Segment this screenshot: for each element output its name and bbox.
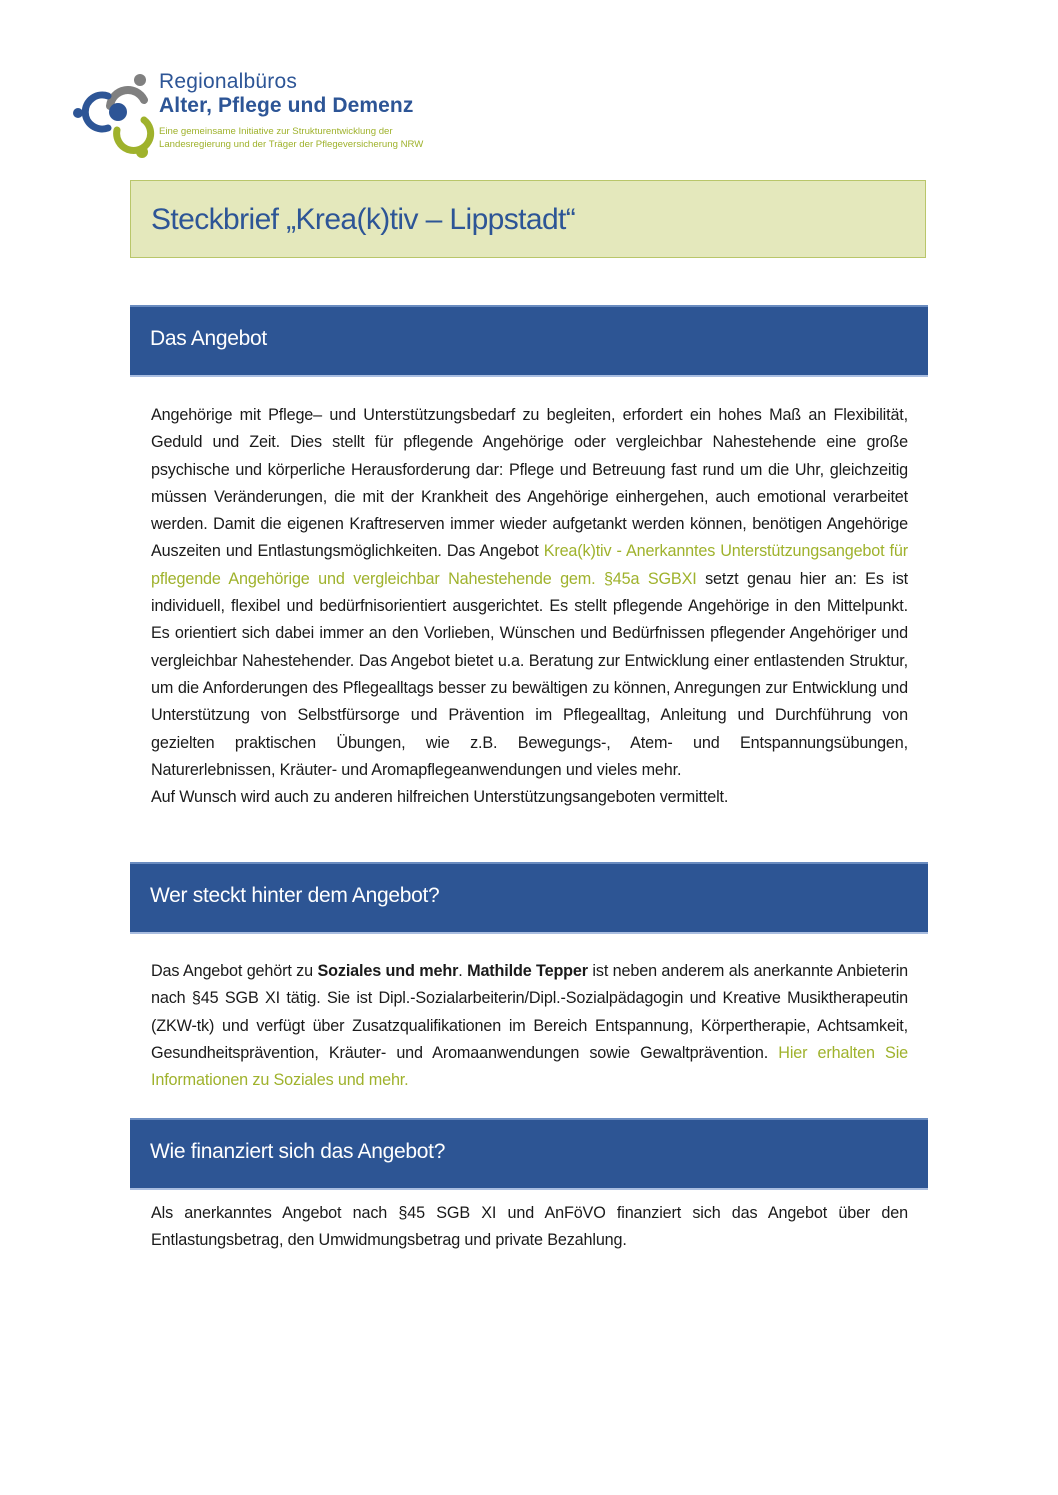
body-text: Das Angebot gehört zu xyxy=(151,962,318,980)
logo-title: Regionalbüros xyxy=(159,70,298,93)
page-title: Steckbrief „Krea(k)tiv – Lippstadt“ xyxy=(151,203,576,236)
section-body-finanzierung xyxy=(151,1200,908,1255)
section-heading: Wer steckt hinter dem Angebot? xyxy=(150,884,440,907)
section-header-angebot xyxy=(130,305,928,377)
section-header-finanzierung xyxy=(130,1118,928,1190)
section-header-wer xyxy=(130,862,928,934)
section-heading: Wie finanziert sich das Angebot? xyxy=(150,1140,446,1163)
offer-link[interactable]: Krea(k)tiv - Anerkanntes Unterstützungsangebot für pflegende Angehörige und vergleichbar Nahestehende gem. §45a SGBXI xyxy=(151,542,909,588)
logo-tagline-2: Landesregierung und der Träger der Pflegeversicherung NRW xyxy=(159,139,424,150)
logo-subtitle: Alter, Pflege und Demenz xyxy=(159,94,414,117)
section-heading: Das Angebot xyxy=(150,327,267,350)
logo-icon xyxy=(72,70,158,160)
logo xyxy=(72,70,472,160)
person-name: Mathilde Tepper xyxy=(467,962,588,980)
body-text: Angehörige mit Pflege– und Unterstützungsbedarf zu begleiten, erfordert ein hohes Maß an Flexibilität, Geduld und Zeit. Dies stellt für pflegende Angehörige oder vergleichbar Nahestehende eine große psychische und körperliche Herausforderung dar: Pflege und Betreuung fast rund um die Uhr, gleichzeitig müssen Veränderungen, die mit der Krankheit des Angehörige einhergehen, auch emotional verarbeitet werden. Damit die eigenen Kraftreserven immer wieder aufgetankt werden können, benötigen Angehörige Auszeiten und Entlastungsmöglichkeiten. Das Angebot xyxy=(151,406,908,561)
section-body-wer xyxy=(151,958,908,1094)
info-link[interactable]: Hier erhalten Sie Informationen zu Soziales und mehr. xyxy=(151,1043,908,1090)
title-box xyxy=(130,180,926,258)
body-text-last-line: Auf Wunsch wird auch zu anderen hilfreichen Unterstützungsangeboten vermittelt. xyxy=(151,788,729,807)
logo-tagline-1: Eine gemeinsame Initiative zur Strukturentwicklung der xyxy=(159,126,393,137)
organization-name: Soziales und mehr xyxy=(317,962,459,980)
section-body-angebot xyxy=(151,402,908,811)
body-text: . xyxy=(458,962,468,980)
body-text: setzt genau hier an: Es ist individuell, flexibel und bedürfnisorientiert ausgerichtet. Es stellt pflegende Angehörige in den Mittelpunkt. Es orientiert sich dabei immer an den Vorlieben, Wünschen und Bedürfnissen pflegender Angehöriger und vergleichbar Nahestehender. Das Angebot bietet u.a. Beratung zur Entwicklung einer entlastenden Struktur, um die Anforderungen des Pflegealltags besser zu bewältigen zu können, Anregungen zur Entwicklung und Unterstützung von Selbstfürsorge und Prävention im Pflegealltag, Anleitung und Durchführung von gezielten praktischen Übungen, wie z.B. Bewegungs-, Atem- und Entspannungsübungen, Naturerlebnissen, Kräuter- und Aromapflegeanwendungen und vieles mehr. xyxy=(151,569,908,779)
body-text: ist neben anderem als anerkannte Anbieterin nach §45 SGB XI tätig. Sie ist Dipl.-Sozialarbeiterin/Dipl.-Sozialpädagogin und Kreative Musiktherapeutin (ZKW-tk) und verfügt über Zusatzqualifikationen im Bereich Entspannung, Körpertherapie, Achtsamkeit, Gesundheitsprävention, Kräuter- und Aromaanwendungen sowie Gewaltprävention. xyxy=(151,962,908,1062)
body-text: Als anerkanntes Angebot nach §45 SGB XI und AnFöVO finanziert sich das Angebot über den Entlastungsbetrag, den Umwidmungsbetrag und private Bezahlung. xyxy=(151,1204,908,1250)
